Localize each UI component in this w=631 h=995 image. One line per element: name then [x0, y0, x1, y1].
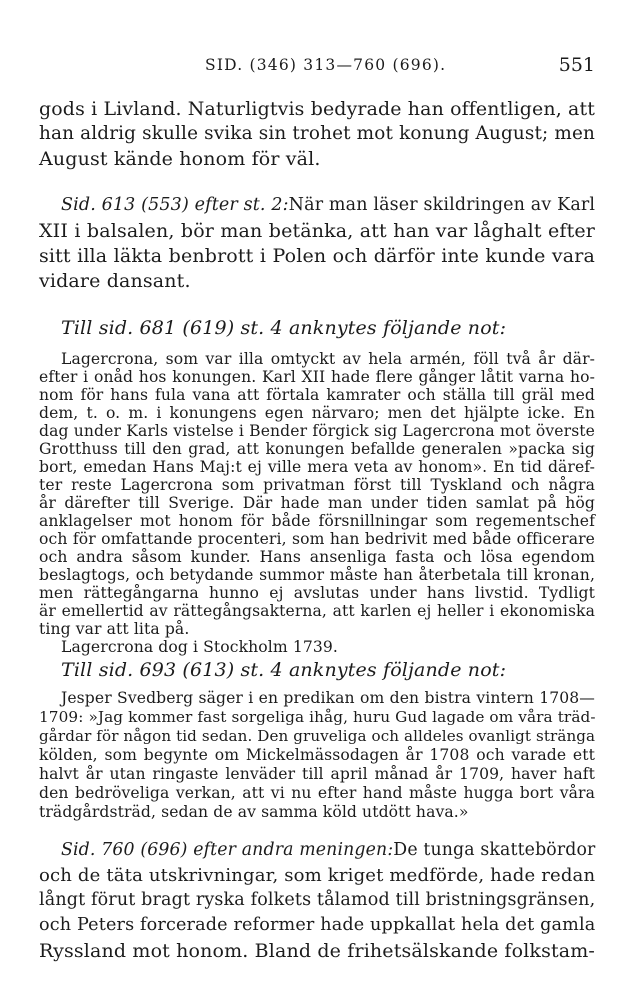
text-line: anklagelser mot honom för både försnillningar som regementschef	[39, 512, 595, 530]
text-line: vidare dansant.	[39, 270, 191, 292]
text-line: bort, emedan Hans Maj:t ej ville mera veta av honom». En tid däref-	[39, 458, 595, 476]
page-number: 551	[558, 54, 595, 76]
text-fragment: När man läser skildringen av Karl	[288, 195, 596, 215]
text-line: trädgårdsträd, sedan de av samma köld utdött hava.»	[39, 803, 469, 821]
text-line: år därefter till Sverige. Där hade man under tiden samlat på hög	[39, 494, 595, 512]
note-heading: Till sid. 693 (613) st. 4 anknytes följande not:	[61, 659, 507, 681]
text-fragment: De tunga skattebördor	[393, 840, 596, 860]
text-line: långt förut bragt ryska folkets tålamod till bristningsgränsen,	[39, 890, 596, 910]
text-line: 1709: »Jag kommer fast sorgeliga ihåg, huru Gud lagade om våra träd-	[39, 708, 596, 726]
text-line: sitt illa läkta benbrott i Polen och därför inte kunde vara	[39, 245, 595, 267]
text-line: är emellertid av rättegångsakterna, att karlen ej heller i ekonomiska	[39, 602, 595, 620]
text-line: Ryssland mot honom. Bland de frihetsälskande folkstam-	[39, 940, 595, 962]
text-line: den bedröveliga verkan, att vi nu efter hand måste hugga bort våra	[39, 784, 595, 802]
text-line: och andra såsom kunder. Hans ansenliga fasta och lösa egendom	[39, 548, 595, 566]
page-reference: Sid. 760 (696) efter andra meningen:	[61, 840, 394, 860]
text-line: kölden, som begynte om Mickelmässodagen år 1708 och varade ett	[39, 746, 595, 764]
text-line: Jesper Svedberg säger i en predikan om den bistra vintern 1708—	[61, 689, 595, 707]
text-line: Grotthuss till den grad, att konungen befallde generalen »packa sig	[39, 440, 595, 458]
text-line: och de täta utskrivningar, som kriget medförde, hade redan	[39, 865, 596, 886]
text-line: Lagercrona, som var illa omtyckt av hela armén, föll två år där-	[61, 350, 595, 368]
text-line: och för omfattande procenteri, som han bedrivit med både officerare	[39, 530, 595, 548]
text-line: dem, t. o. m. i konungens egen närvaro; men det hjälpte icke. En	[39, 404, 595, 422]
text-line: gods i Livland. Naturligtvis bedyrade han offentligen, att	[39, 98, 595, 120]
text-line: ting var att lita på.	[39, 620, 190, 638]
text-line	[61, 840, 595, 860]
page-header	[0, 56, 631, 82]
text-line: han aldrig skulle svika sin trohet mot konung August; men	[39, 123, 595, 144]
text-line: August kände honom för väl.	[39, 148, 321, 170]
page-reference: Sid. 613 (553) efter st. 2:	[61, 195, 289, 215]
text-line: gårdar för någon tid sedan. Den gruveliga och alldeles ovanligt stränga	[39, 727, 596, 745]
text-line: och Peters forcerade reformer hade uppkallat hela det gamla	[39, 915, 596, 935]
text-line: efter i onåd hos konungen. Karl XII hade flere gånger låtit varna ho-	[39, 368, 595, 386]
text-line: halvt år utan ringaste lenväder till april månad år 1709, haver haft	[39, 765, 595, 783]
text-line	[61, 195, 595, 215]
running-title: SID. (346) 313—760 (696).	[205, 56, 447, 74]
text-line: Lagercrona dog i Stockholm 1739.	[61, 638, 338, 656]
text-line: beslagtogs, och betydande summor måste han återbetala till kronan,	[39, 566, 595, 584]
text-line: ter reste Lagercrona som privatman först till Tyskland och några	[39, 476, 595, 494]
text-line: dag under Karls vistelse i Bender förgick sig Lagercrona mot överste	[39, 422, 595, 440]
text-line: nom för hans fula vana att förtala kamrater och ställa till gräl med	[39, 386, 595, 404]
text-line: XII i balsalen, bör man betänka, att han var låghalt efter	[39, 220, 595, 242]
text-line: men rättegångarna hunno ej avslutas under hans livstid. Tydligt	[39, 584, 595, 602]
note-heading: Till sid. 681 (619) st. 4 anknytes följande not:	[61, 317, 507, 339]
